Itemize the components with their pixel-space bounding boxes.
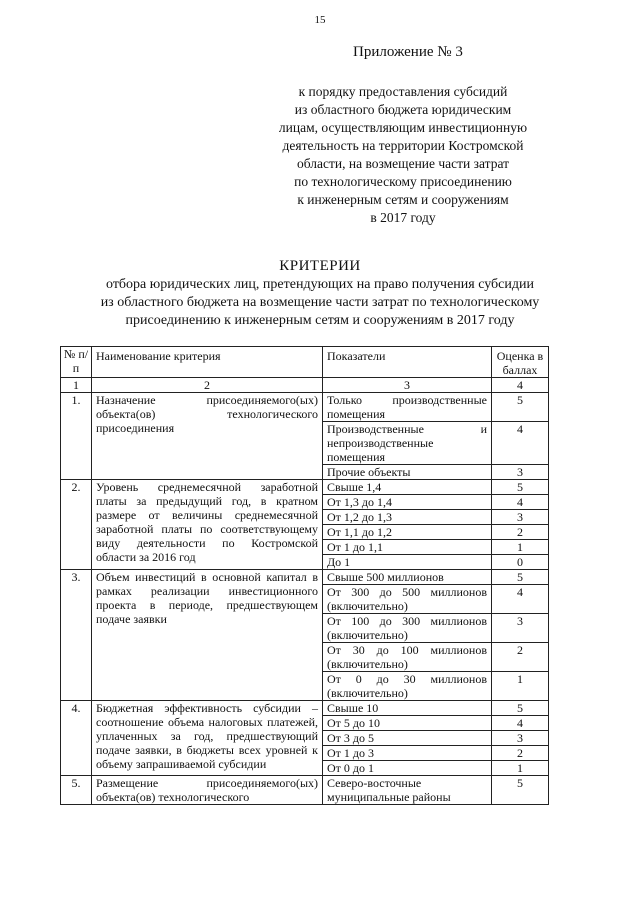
appendix-subtitle-line: деятельность на территории Костромской bbox=[282, 138, 524, 153]
indicator-score: 5 bbox=[492, 701, 549, 716]
indicator-text: От 0 до 1 bbox=[323, 761, 492, 776]
indicator-score: 3 bbox=[492, 510, 549, 525]
criterion-number: 2. bbox=[61, 480, 92, 570]
indicator-text: От 1,2 до 1,3 bbox=[323, 510, 492, 525]
indicator-text: От 30 до 100 миллионов (включительно) bbox=[323, 643, 492, 672]
indicator-score: 5 bbox=[492, 480, 549, 495]
indicator-text: Северо-восточные муниципальные районы bbox=[323, 776, 492, 805]
appendix-subtitle-line: лицам, осуществляющим инвестиционную bbox=[278, 120, 528, 135]
appendix-subtitle-line: к порядку предоставления субсидий bbox=[298, 84, 508, 99]
indicator-text: Свыше 1,4 bbox=[323, 480, 492, 495]
table-row bbox=[61, 393, 549, 422]
intro-line: отбора юридических лиц, претендующих на право получения субсидии bbox=[106, 277, 534, 292]
intro-line: из областного бюджета на возмещение части затрат по технологическому bbox=[100, 295, 540, 310]
indicator-score: 5 bbox=[492, 776, 549, 805]
criterion-name: Объем инвестиций в основной капитал в рамках реализации инвестиционного проекта в периоде, предшествующем подаче заявки bbox=[92, 570, 323, 701]
indicator-score: 4 bbox=[492, 716, 549, 731]
indicator-text: От 3 до 5 bbox=[323, 731, 492, 746]
column-number-row bbox=[61, 378, 549, 393]
indicator-score: 3 bbox=[492, 465, 549, 480]
indicator-text: От 1 до 3 bbox=[323, 746, 492, 761]
indicator-text: Свыше 500 миллионов bbox=[323, 570, 492, 585]
criterion-number: 3. bbox=[61, 570, 92, 701]
criterion-name: Размещение присоединяемого(ых) объекта(ов) технологического bbox=[92, 776, 323, 805]
indicator-score: 1 bbox=[492, 761, 549, 776]
table-header-row bbox=[61, 347, 549, 378]
indicator-score: 4 bbox=[492, 495, 549, 510]
indicator-text: От 1,1 до 1,2 bbox=[323, 525, 492, 540]
appendix-subtitle bbox=[253, 83, 553, 227]
criterion-name: Уровень среднемесячной заработной платы за предыдущий год, в кратном размере от величины среднемесячной заработной платы по соответствующему виду деятельности по Костромской области за 2016 год bbox=[92, 480, 323, 570]
intro-line: присоединению к инженерным сетям и сооружениям в 2017 году bbox=[125, 313, 515, 328]
indicator-text: От 300 до 500 миллионов (включительно) bbox=[323, 585, 492, 614]
indicator-score: 1 bbox=[492, 672, 549, 701]
indicator-text: Только производственные помещения bbox=[323, 393, 492, 422]
indicator-score: 4 bbox=[492, 585, 549, 614]
indicator-text: Прочие объекты bbox=[323, 465, 492, 480]
indicator-score: 3 bbox=[492, 614, 549, 643]
indicator-text: От 1 до 1,1 bbox=[323, 540, 492, 555]
criterion-number: 1. bbox=[61, 393, 92, 480]
indicator-score: 2 bbox=[492, 525, 549, 540]
indicator-score: 3 bbox=[492, 731, 549, 746]
indicator-score: 2 bbox=[492, 643, 549, 672]
indicator-text: До 1 bbox=[323, 555, 492, 570]
indicator-text: Свыше 10 bbox=[323, 701, 492, 716]
indicator-score: 2 bbox=[492, 746, 549, 761]
indicator-score: 0 bbox=[492, 555, 549, 570]
column-number: 2 bbox=[92, 378, 323, 393]
criterion-name: Назначение присоединяемого(ых) объекта(ов) технологического присоединения bbox=[92, 393, 323, 480]
table-row bbox=[61, 480, 549, 495]
indicator-text: От 1,3 до 1,4 bbox=[323, 495, 492, 510]
appendix-title: Приложение № 3 bbox=[353, 44, 463, 60]
appendix-subtitle-line: области, на возмещение части затрат bbox=[297, 156, 509, 171]
indicator-score: 1 bbox=[492, 540, 549, 555]
header-score: Оценка в баллах bbox=[492, 347, 549, 378]
criterion-number: 4. bbox=[61, 701, 92, 776]
appendix-subtitle-line: к инженерным сетям и сооружениям bbox=[297, 192, 509, 207]
column-number: 1 bbox=[61, 378, 92, 393]
indicator-text: От 0 до 30 миллионов (включительно) bbox=[323, 672, 492, 701]
criterion-number: 5. bbox=[61, 776, 92, 805]
table-row bbox=[61, 776, 549, 805]
criterion-name: Бюджетная эффективность субсидии – соотношение объема налоговых платежей, уплаченных за год, предшествующий подаче заявки, в бюджеты всех уровней к объему запрашиваемой субсидии bbox=[92, 701, 323, 776]
table-row bbox=[61, 701, 549, 716]
header-criterion: Наименование критерия bbox=[92, 347, 323, 378]
appendix-subtitle-line: в 2017 году bbox=[370, 210, 436, 225]
indicator-score: 4 bbox=[492, 422, 549, 465]
appendix-subtitle-line: из областного бюджета юридическим bbox=[294, 102, 512, 117]
criteria-table bbox=[60, 346, 549, 805]
indicator-score: 5 bbox=[492, 570, 549, 585]
column-number: 3 bbox=[323, 378, 492, 393]
header-num: № п/п bbox=[61, 347, 92, 378]
appendix-subtitle-line: по технологическому присоединению bbox=[294, 174, 512, 189]
header-indicators: Показатели bbox=[323, 347, 492, 378]
indicator-text: От 100 до 300 миллионов (включительно) bbox=[323, 614, 492, 643]
document-intro bbox=[40, 276, 600, 330]
indicator-text: Производственные и непроизводственные помещения bbox=[323, 422, 492, 465]
indicator-text: От 5 до 10 bbox=[323, 716, 492, 731]
document-heading: КРИТЕРИИ bbox=[279, 258, 361, 274]
column-number: 4 bbox=[492, 378, 549, 393]
table-row bbox=[61, 570, 549, 585]
page-number: 15 bbox=[314, 14, 326, 26]
indicator-score: 5 bbox=[492, 393, 549, 422]
